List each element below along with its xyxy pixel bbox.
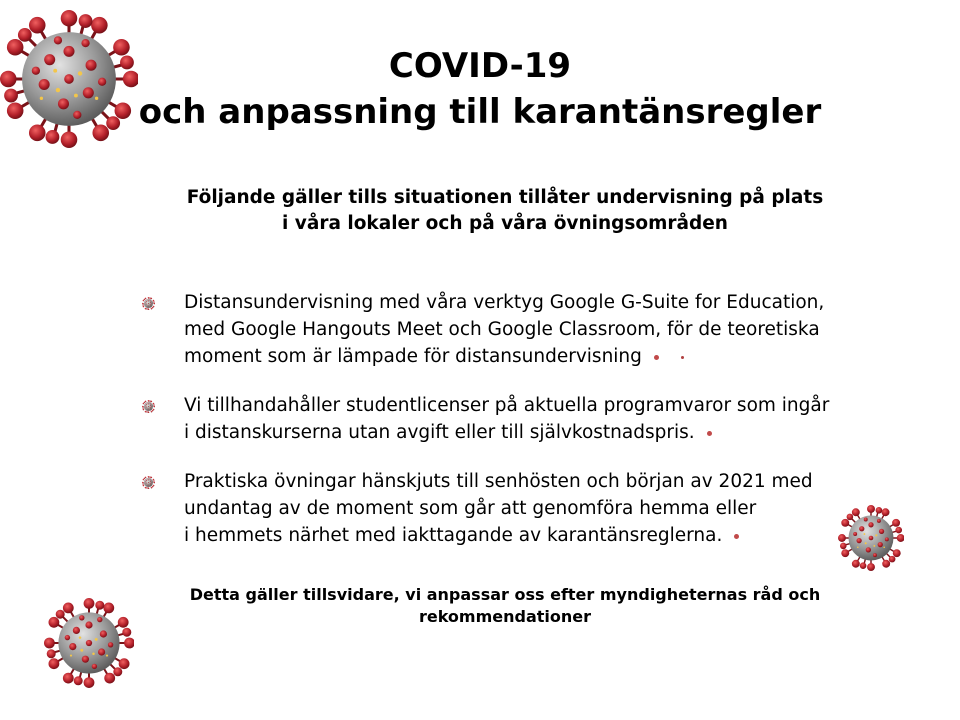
bullet-text-line [184,419,860,446]
bullet-text: i distanskurserna utan avgift eller till självkostnadspris. [184,422,695,443]
bullet-text: i hemmets närhet med iakttagande av karantänsreglerna. [184,525,723,546]
bullet-list [140,289,860,549]
virus-bullet-icon [142,400,155,413]
decorative-dot [681,356,684,359]
slide-title: COVID-19 [388,46,572,86]
subtitle-line-1: Följande gäller tills situationen tillåter undervisning på plats [186,187,824,208]
bullet-item [140,392,860,446]
decorative-dot [734,534,739,539]
coronavirus-icon [838,505,904,571]
bullet-text: moment som är lämpade för distansundervisning [184,346,642,367]
bullet-text-line: Vi tillhandahåller studentlicenser på aktuella programvaror som ingår [184,395,830,416]
decorative-dot [654,355,659,360]
decorative-dot [707,431,712,436]
virus-bullet-icon [142,297,155,310]
virus-bullet-icon [142,476,155,489]
bullet-item [140,289,860,370]
coronavirus-icon [44,598,134,688]
footer-note-line-2: rekommendationer [418,607,592,626]
bullet-text-line: med Google Hangouts Meet och Google Classroom, för de teoretiska [184,319,820,340]
footer-note-line-1: Detta gäller tillsvidare, vi anpassar oss efter myndigheternas råd och [189,585,821,604]
footer-note [150,584,860,628]
bullet-text-line: undantag av de moment som går att genomföra hemma eller [184,498,757,519]
bullet-text-line [184,522,860,549]
subtitle [150,185,860,237]
bullet-item [140,468,860,549]
slide-title-line-2: och anpassning till karantänsregler [138,92,822,132]
bullet-text-line [184,343,860,370]
bullet-text-line: Distansundervisning med våra verktyg Google G-Suite for Education, [184,292,825,313]
bullet-text-line: Praktiska övningar hänskjuts till senhösten och början av 2021 med [184,471,813,492]
subtitle-line-2: i våra lokaler och på våra övningsområden [282,213,728,234]
